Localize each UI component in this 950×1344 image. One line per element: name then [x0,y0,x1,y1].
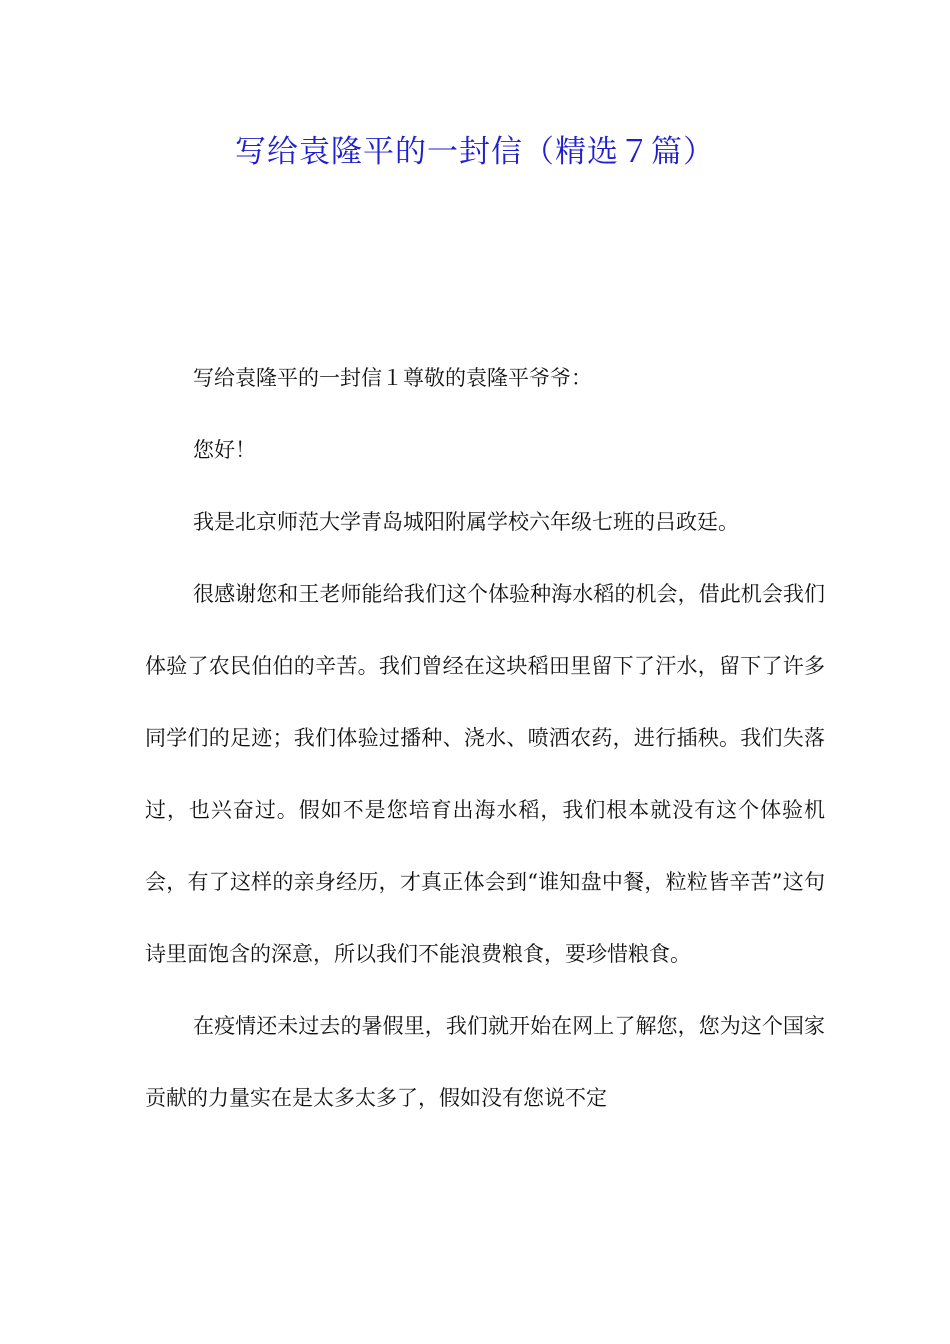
paragraph-summer-vacation: 在疫情还未过去的暑假里，我们就开始在网上了解您，您为这个国家贡献的力量实在是太多太多了，假如没有您说不定 [145,1014,825,1110]
paragraph-introduction: 我是北京师范大学青岛城阳附属学校六年级七班的吕政廷。 [193,510,739,534]
document-body [145,342,825,1134]
paragraph-gratitude: 很感谢您和王老师能给我们这个体验种海水稻的机会，借此机会我们体验了农民伯伯的辛苦。我们曾经在这块稻田里留下了汗水，留下了许多同学们的足迹；我们体验过播种、浇水、喷洒农药，进行插秧。我们失落过，也兴奋过。假如不是您培育出海水稻，我们根本就没有这个体验机会，有了这样的亲身经历，才真正体会到“谁知盘中餐，粒粒皆辛苦”这句诗里面饱含的深意，所以我们不能浪费粮食，要珍惜粮食。 [145,582,825,966]
paragraph-greeting: 您好！ [193,438,256,462]
paragraph-salutation: 写给袁隆平的一封信１尊敬的袁隆平爷爷： [193,366,592,390]
document-title: 写给袁隆平的一封信（精选７篇） [235,134,715,170]
